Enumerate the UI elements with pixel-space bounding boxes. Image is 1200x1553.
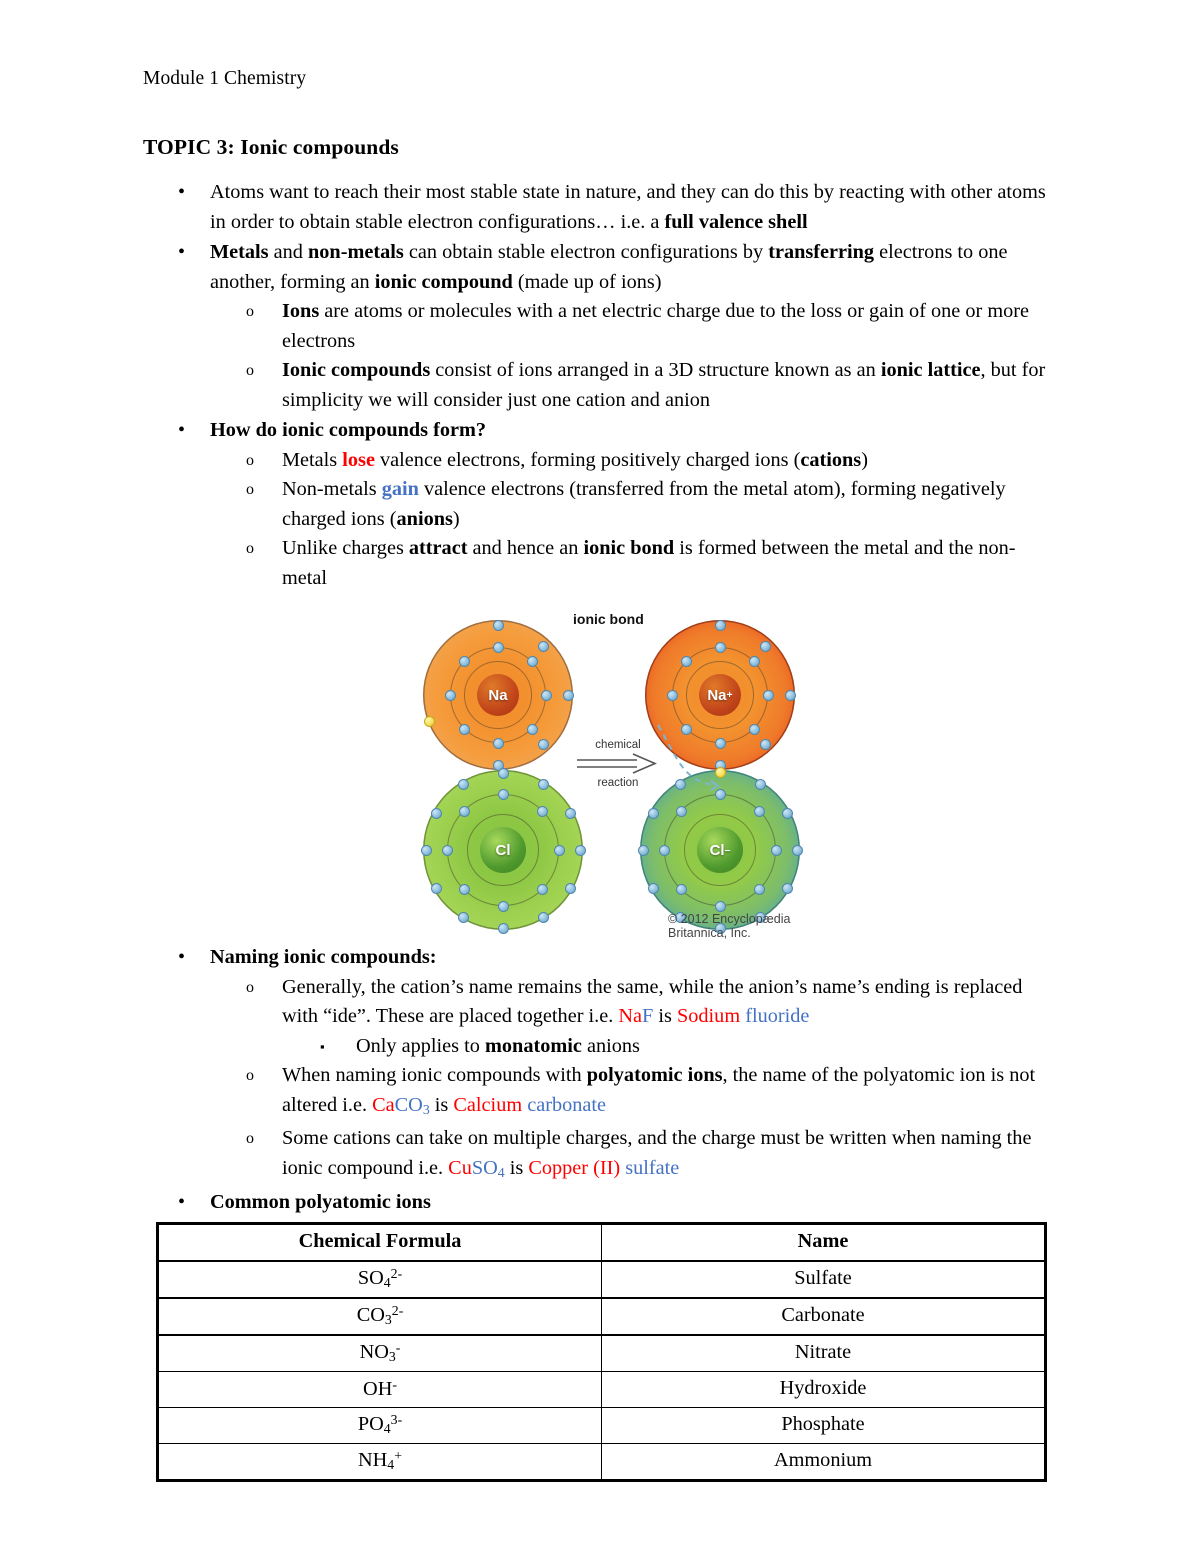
document-body bbox=[143, 135, 1058, 1482]
electron bbox=[782, 808, 793, 819]
formula-base: OH bbox=[363, 1377, 393, 1400]
electron bbox=[749, 656, 760, 667]
formula-anion-subscript: 3 bbox=[422, 1101, 430, 1117]
table-row bbox=[158, 1371, 1046, 1407]
bullet-atoms-stable-state bbox=[143, 178, 1058, 237]
highlight-gain: gain bbox=[381, 478, 419, 500]
electron bbox=[760, 739, 771, 750]
bullet-marker-circle: o bbox=[246, 481, 254, 498]
bullet-text: Metals bbox=[282, 448, 343, 471]
bullet-marker-circle: o bbox=[246, 540, 254, 557]
formula-charge: - bbox=[395, 1340, 401, 1356]
outline-level-2 bbox=[210, 973, 1058, 1188]
bullet-text: and bbox=[268, 241, 309, 263]
electron bbox=[715, 901, 726, 912]
column-header-name: Name bbox=[602, 1223, 1046, 1261]
formula-anion-base: CO bbox=[394, 1093, 423, 1116]
bullet-text: (made up of ions) bbox=[512, 270, 662, 293]
electron bbox=[754, 806, 765, 817]
bullet-text: valence electrons (transferred from the metal atom), forming negatively charged ions ( bbox=[282, 478, 1006, 530]
table-head bbox=[158, 1223, 1046, 1261]
cell-ion-name: Ammonium bbox=[602, 1443, 1046, 1480]
formula-base: SO bbox=[357, 1266, 384, 1289]
bullet-marker-circle: o bbox=[246, 1067, 254, 1084]
bullet-naming-ionic-compounds bbox=[143, 943, 1058, 1187]
formula-part-anion bbox=[472, 1157, 505, 1179]
table-body bbox=[158, 1261, 1046, 1481]
table-row bbox=[158, 1335, 1046, 1372]
electron bbox=[676, 806, 687, 817]
electron bbox=[538, 779, 549, 790]
electron bbox=[715, 789, 726, 800]
subbullet-multiple-charges bbox=[210, 1124, 1058, 1187]
name-part-cation: Calcium bbox=[453, 1093, 523, 1116]
electron bbox=[785, 690, 796, 701]
nucleus-sodium-ion bbox=[699, 674, 741, 716]
outline-level-2 bbox=[210, 297, 1058, 415]
outline-level-2 bbox=[210, 446, 1058, 594]
figure-title: ionic bond bbox=[573, 611, 644, 627]
electron-valence-transferring bbox=[424, 716, 435, 727]
subbullet-polyatomic-naming bbox=[210, 1061, 1058, 1124]
column-header-chemical-formula: Chemical Formula bbox=[158, 1223, 602, 1261]
electron bbox=[638, 845, 649, 856]
chemical-reaction-arrow-group bbox=[575, 739, 661, 789]
nucleus-chlorine bbox=[480, 827, 526, 873]
subbullet-cation-anion-naming bbox=[210, 973, 1058, 1062]
electron bbox=[792, 845, 803, 856]
bullet-marker-circle: o bbox=[246, 362, 254, 379]
electron bbox=[541, 690, 552, 701]
electron bbox=[538, 912, 549, 923]
bullet-text: Atoms want to reach their most stable state in nature, and they can do this by reacting with other atoms in order to obtain stable electron configurations… i.e. a bbox=[210, 181, 1046, 233]
table-header-row bbox=[158, 1223, 1046, 1261]
bullet-emphasis: Metals bbox=[210, 241, 269, 263]
formula-base: CO bbox=[356, 1303, 385, 1326]
nucleus-label: Na bbox=[488, 686, 508, 704]
formula-base: PO bbox=[357, 1412, 384, 1435]
bullet-emphasis: How do ionic compounds form? bbox=[210, 419, 487, 441]
bullet-marker-disc: • bbox=[178, 241, 186, 263]
bullet-emphasis: Ionic compounds bbox=[282, 359, 431, 381]
electron bbox=[431, 883, 442, 894]
electron bbox=[442, 845, 453, 856]
formula-base: NH bbox=[358, 1448, 388, 1471]
formula-charge: + bbox=[394, 1448, 402, 1464]
bullet-emphasis: anions bbox=[396, 507, 453, 530]
electron bbox=[537, 884, 548, 895]
electron bbox=[493, 620, 504, 631]
electron bbox=[754, 884, 765, 895]
formula-part-cation: Ca bbox=[372, 1093, 395, 1116]
formula-charge: 2- bbox=[390, 1266, 403, 1282]
atom-sodium-neutral bbox=[423, 620, 573, 770]
electron bbox=[554, 845, 565, 856]
cell-ion-name: Nitrate bbox=[602, 1335, 1046, 1372]
bullet-text: are atoms or molecules with a net electric charge due to the loss or gain of one or more electrons bbox=[282, 300, 1030, 352]
subbullet-unlike-charges-attract bbox=[210, 534, 1058, 593]
electron bbox=[458, 779, 469, 790]
bullet-text: Unlike charges bbox=[282, 537, 409, 559]
bullet-emphasis: non-metals bbox=[308, 241, 404, 263]
bullet-text: can obtain stable electron configurations by bbox=[403, 241, 769, 263]
bullet-marker-disc: • bbox=[178, 946, 186, 968]
nucleus-charge: + bbox=[726, 689, 733, 701]
formula-charge: 2- bbox=[391, 1303, 404, 1319]
electron bbox=[493, 642, 504, 653]
polyatomic-ions-table bbox=[156, 1222, 1047, 1482]
electron bbox=[493, 738, 504, 749]
running-head: Module 1 Chemistry bbox=[143, 68, 307, 89]
nucleus-label: Cl bbox=[495, 841, 511, 859]
electron bbox=[538, 641, 549, 652]
electron bbox=[445, 690, 456, 701]
figure-credit: © 2012 Encyclopædia Britannica, Inc. bbox=[668, 912, 791, 940]
electron bbox=[498, 901, 509, 912]
bullet-common-polyatomic-ions bbox=[143, 1188, 1058, 1218]
outline-level-1-continued bbox=[143, 943, 1058, 1218]
bullet-text: consist of ions arranged in a 3D structure known as an bbox=[430, 359, 881, 381]
nucleus-label: Na bbox=[707, 686, 727, 704]
formula-subscript: 4 bbox=[383, 1274, 391, 1290]
bullet-text: is bbox=[653, 1005, 677, 1027]
figure-ionic-bond bbox=[415, 607, 805, 940]
formula-part-anion: F bbox=[642, 1005, 654, 1027]
bullet-marker-disc: • bbox=[178, 1191, 186, 1214]
cell-chemical-formula bbox=[158, 1335, 602, 1372]
electron bbox=[538, 739, 549, 750]
arrow-icon bbox=[575, 753, 661, 775]
bullet-emphasis: ionic lattice bbox=[880, 359, 981, 381]
nucleus-label: Cl bbox=[709, 841, 725, 859]
name-part-cation: Sodium bbox=[676, 1005, 741, 1027]
outline-level-3 bbox=[282, 1032, 1058, 1062]
electron bbox=[431, 808, 442, 819]
bullet-emphasis: cations bbox=[800, 448, 862, 471]
nucleus-charge: – bbox=[724, 844, 731, 856]
table-row bbox=[158, 1407, 1046, 1443]
formula-charge: - bbox=[392, 1376, 397, 1392]
bullet-text: Some cations can take on multiple charges, and the charge must be written when naming the ionic compound i.e. bbox=[282, 1127, 1032, 1179]
bullet-text: , the name of the polyatomic ion is not altered i.e. bbox=[282, 1064, 1036, 1116]
bullet-marker-circle: o bbox=[246, 1130, 254, 1148]
electron bbox=[763, 690, 774, 701]
formula-part-cation: Na bbox=[618, 1005, 643, 1027]
subbullet-metals-lose bbox=[210, 446, 1058, 476]
bullet-text: is formed between the metal and the non-metal bbox=[282, 537, 1016, 589]
formula-subscript: 4 bbox=[383, 1420, 391, 1436]
bullet-marker-circle: o bbox=[246, 303, 254, 320]
bullet-marker-circle: o bbox=[246, 978, 254, 996]
bullet-text: electrons to one another, forming an bbox=[210, 241, 1008, 293]
bullet-emphasis: full valence shell bbox=[664, 210, 808, 233]
highlight-lose: lose bbox=[342, 448, 375, 471]
cell-ion-name: Phosphate bbox=[602, 1407, 1046, 1443]
bullet-emphasis: ionic bond bbox=[583, 537, 675, 559]
subbullet-nonmetals-gain bbox=[210, 475, 1058, 534]
cell-chemical-formula bbox=[158, 1371, 602, 1407]
cell-ion-name: Hydroxide bbox=[602, 1371, 1046, 1407]
formula-subscript: 3 bbox=[388, 1348, 396, 1364]
electron bbox=[459, 724, 470, 735]
arrow-label-top: chemical bbox=[595, 739, 641, 751]
formula-base: NO bbox=[359, 1340, 389, 1363]
formula-part-cation: Cu bbox=[448, 1156, 472, 1179]
electron bbox=[498, 768, 509, 779]
subbullet-ions-definition bbox=[210, 297, 1058, 356]
bullet-emphasis: transferring bbox=[768, 241, 875, 263]
bullet-marker-circle: o bbox=[246, 451, 254, 469]
bullet-text: valence electrons, forming positively charged ions ( bbox=[374, 448, 801, 471]
polyatomic-ions-table-container bbox=[156, 1222, 1058, 1482]
electron bbox=[498, 789, 509, 800]
page-title: TOPIC 3: Ionic compounds bbox=[143, 135, 399, 159]
electron bbox=[537, 806, 548, 817]
cell-chemical-formula bbox=[158, 1407, 602, 1443]
subsubbullet-monatomic-anions bbox=[282, 1032, 1058, 1062]
bullet-marker-square: ▪ bbox=[320, 1038, 325, 1054]
outline-level-1 bbox=[143, 178, 1058, 593]
electron bbox=[782, 883, 793, 894]
cell-ion-name: Carbonate bbox=[602, 1298, 1046, 1335]
bullet-emphasis: Ions bbox=[282, 300, 320, 322]
bullet-text: ) bbox=[861, 448, 868, 471]
formula-charge: 3- bbox=[390, 1412, 403, 1428]
bullet-text: is bbox=[504, 1156, 529, 1179]
bullet-emphasis: Common polyatomic ions bbox=[210, 1191, 431, 1214]
cell-chemical-formula bbox=[158, 1443, 602, 1480]
electron bbox=[648, 808, 659, 819]
electron bbox=[565, 808, 576, 819]
bullet-text: anions bbox=[581, 1034, 640, 1057]
nucleus-sodium bbox=[477, 674, 519, 716]
name-part-anion: fluoride bbox=[745, 1005, 810, 1027]
electron bbox=[563, 690, 574, 701]
bullet-metals-nonmetals bbox=[143, 238, 1058, 415]
electron bbox=[527, 724, 538, 735]
formula-anion-base: SO bbox=[471, 1156, 498, 1179]
atom-chlorine-neutral bbox=[423, 770, 583, 930]
bullet-text: When naming ionic compounds with bbox=[282, 1064, 587, 1086]
bullet-text: is bbox=[429, 1093, 454, 1116]
name-part-anion: carbonate bbox=[527, 1093, 607, 1116]
nucleus-chloride bbox=[697, 827, 743, 873]
electron bbox=[760, 641, 771, 652]
electron bbox=[459, 806, 470, 817]
electron bbox=[676, 884, 687, 895]
electron bbox=[527, 656, 538, 667]
electron bbox=[749, 724, 760, 735]
electron bbox=[667, 690, 678, 701]
bullet-text: Non-metals bbox=[282, 478, 382, 500]
bullet-emphasis: Naming ionic compounds: bbox=[210, 946, 437, 968]
electron-transferred bbox=[715, 767, 726, 778]
formula-part-anion bbox=[395, 1094, 430, 1116]
atom-sodium-cation bbox=[645, 620, 795, 770]
table-row bbox=[158, 1298, 1046, 1335]
bullet-text: , but for simplicity we will consider just one cation and anion bbox=[282, 359, 1046, 411]
electron bbox=[715, 738, 726, 749]
bullet-text: and hence an bbox=[467, 537, 584, 559]
electron bbox=[715, 620, 726, 631]
electron bbox=[659, 845, 670, 856]
electron bbox=[575, 845, 586, 856]
electron bbox=[565, 883, 576, 894]
bullet-emphasis: attract bbox=[408, 537, 468, 559]
bullet-emphasis: monatomic bbox=[485, 1034, 582, 1057]
electron bbox=[715, 642, 726, 653]
cell-chemical-formula bbox=[158, 1298, 602, 1335]
arrow-label-bottom: reaction bbox=[597, 777, 639, 789]
table-row bbox=[158, 1443, 1046, 1480]
electron bbox=[681, 724, 692, 735]
cell-chemical-formula bbox=[158, 1261, 602, 1298]
formula-subscript: 4 bbox=[387, 1456, 395, 1472]
name-part-cation: Copper (II) bbox=[528, 1156, 621, 1179]
electron bbox=[648, 883, 659, 894]
bullet-text: Generally, the cation’s name remains the same, while the anion’s name’s ending is replaced with “ide”. These are placed together i.e. bbox=[282, 975, 1023, 1027]
electron bbox=[755, 779, 766, 790]
electron bbox=[459, 884, 470, 895]
table-row bbox=[158, 1261, 1046, 1298]
electron bbox=[675, 779, 686, 790]
name-part-anion: sulfate bbox=[625, 1156, 680, 1179]
subbullet-ionic-compounds-lattice bbox=[210, 356, 1058, 415]
bullet-text: Only applies to bbox=[356, 1034, 485, 1057]
electron bbox=[459, 656, 470, 667]
electron bbox=[458, 912, 469, 923]
electron bbox=[681, 656, 692, 667]
bullet-marker-disc: • bbox=[178, 181, 186, 203]
bullet-emphasis: ionic compound bbox=[374, 270, 513, 293]
electron bbox=[771, 845, 782, 856]
bullet-marker-disc: • bbox=[178, 419, 186, 441]
electron bbox=[498, 923, 509, 934]
formula-anion-subscript: 4 bbox=[497, 1164, 505, 1180]
cell-ion-name: Sulfate bbox=[602, 1261, 1046, 1298]
bullet-text: ) bbox=[452, 507, 460, 530]
bullet-emphasis: polyatomic ions bbox=[586, 1064, 723, 1086]
electron bbox=[421, 845, 432, 856]
bullet-how-do-ionic-compounds-form bbox=[143, 416, 1058, 593]
figure-ionic-bond-container bbox=[143, 607, 1058, 940]
formula-subscript: 3 bbox=[384, 1311, 392, 1327]
atom-chloride-anion bbox=[640, 770, 800, 930]
